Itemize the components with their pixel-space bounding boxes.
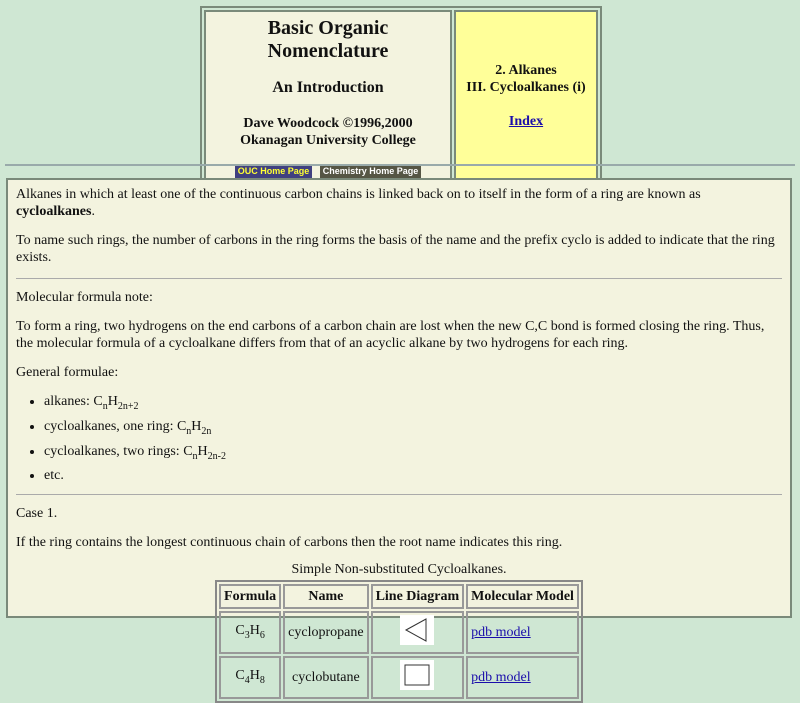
table-caption: Simple Non-substituted Cycloalkanes. xyxy=(291,562,507,578)
text: Alkanes in which at least one of the continuous carbon chains is linked back on to itself in the form of a ring are known as xyxy=(16,187,701,202)
author: Dave Woodcock ©1996,2000 xyxy=(243,116,413,131)
note-heading: Molecular formula note: xyxy=(16,290,153,305)
pdb-model-link[interactable]: pdb model xyxy=(471,670,531,686)
name-cell: cyclopropane xyxy=(283,611,368,654)
cycloalkanes-table xyxy=(215,580,583,703)
chemistry-home-button[interactable]: Chemistry Home Page xyxy=(320,164,422,178)
column-header: Molecular Model xyxy=(466,584,579,609)
text: . xyxy=(91,204,95,219)
general-heading: General formulae: xyxy=(16,365,119,380)
case-paragraph: If the ring contains the longest continuous chain of carbons then the root name indicates this ring. xyxy=(16,535,563,551)
pdb-model-link[interactable]: pdb model xyxy=(471,625,531,641)
page-subtitle: An Introduction xyxy=(272,79,384,96)
table-row xyxy=(219,656,579,699)
name-cell: cyclobutane xyxy=(283,656,368,699)
column-header: Formula xyxy=(219,584,281,609)
subsection-title: III. Cycloalkanes (i) xyxy=(466,80,586,95)
column-header: Name xyxy=(283,584,368,609)
divider xyxy=(16,494,782,495)
section-cell xyxy=(454,10,598,182)
term: cycloalkanes xyxy=(16,204,92,219)
title-cell xyxy=(204,10,452,182)
divider xyxy=(5,164,795,166)
list-item: • cycloalkanes, one ring: $C_nH_{2n}$ xyxy=(44,418,782,440)
column-header: Line Diagram xyxy=(371,584,465,609)
list-item: • etc. xyxy=(44,467,782,484)
formula-cell: $C_3H_6$ xyxy=(219,611,281,654)
note-paragraph: To form a ring, two hydrogens on the end carbons of a carbon chain are lost when the new C,C bond is formed closing the ring. Thus, the molecular formula of a cycloalkane differs from that of an acyclic alkane by two hydrogens for each ring. xyxy=(16,319,765,351)
index-link[interactable]: Index xyxy=(508,114,544,129)
ouc-home-button[interactable]: OUC Home Page xyxy=(235,164,313,178)
list-item: • alkanes: $C_nH_{2n+2}$ xyxy=(44,393,782,415)
table-row xyxy=(219,611,579,654)
divider xyxy=(16,278,782,279)
line-diagram-cell xyxy=(371,656,465,699)
case-heading: Case 1. xyxy=(16,506,58,522)
formula-list xyxy=(16,393,782,484)
institution: Okanagan University College xyxy=(240,133,416,148)
header-table xyxy=(200,6,602,186)
section-title: 2. Alkanes xyxy=(495,63,557,78)
list-item: • cycloalkanes, two rings: $C_nH_{2n-2}$ xyxy=(44,443,782,465)
line-diagram-cell xyxy=(371,611,465,654)
triangle-diagram-icon xyxy=(400,615,434,645)
intro-paragraph xyxy=(16,186,782,220)
naming-paragraph: To name such rings, the number of carbons in the ring forms the basis of the name and the prefix cyclo is added to indicate that the ring exists. xyxy=(16,233,775,265)
page-title: Basic Organic Nomenclature xyxy=(267,17,389,62)
formula-cell: $C_4H_8$ xyxy=(219,656,281,699)
square-diagram-icon xyxy=(400,660,434,690)
content-panel xyxy=(6,178,792,686)
